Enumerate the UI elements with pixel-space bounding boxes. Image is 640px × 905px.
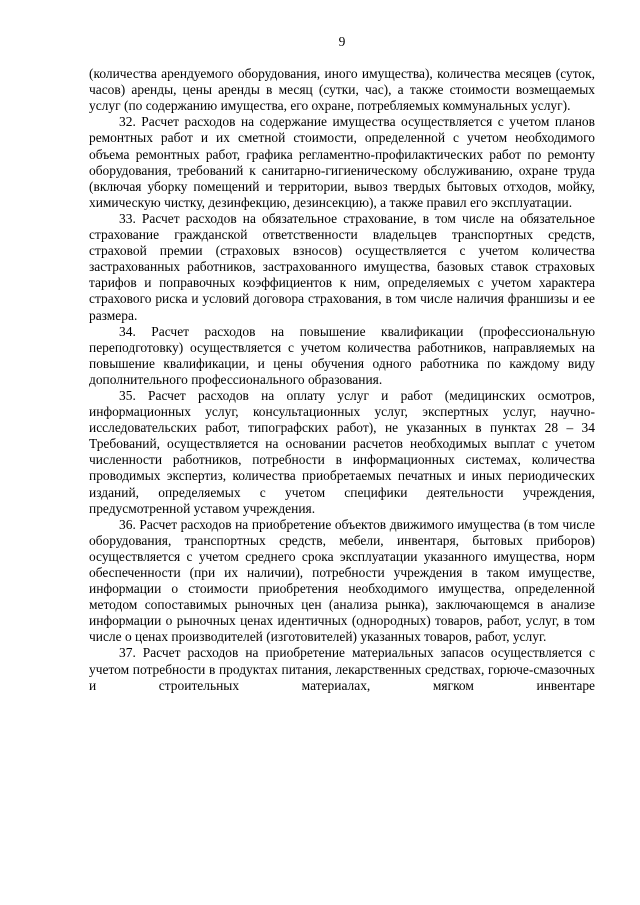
paragraph-37: 37. Расчет расходов на приобретение материальных запасов осуществляется с учетом потребности в продуктах питания, лекарственных средствах, горюче-смазочных и строительных материалах, мягком инвентаре	[89, 645, 595, 693]
page-number: 9	[338, 34, 346, 49]
paragraph-34: 34. Расчет расходов на повышение квалификации (профессиональную переподготовку) осуществляется с учетом количества работников, направляемых на повышение квалификации, и цены обучения одного работника по каждому виду дополнительного профессионального образования.	[89, 323, 595, 387]
paragraph-35: 35. Расчет расходов на оплату услуг и работ (медицинских осмотров, информационных услуг, консультационных услуг, экспертных услуг, научно-исследовательских работ, типографских работ), не указанных в пунктах 28 – 34 Требований, осуществляется на основании расчетов необходимых выплат с учетом численности работников, потребности в информационных системах, количества проводимых экспертиз, количества приобретаемых печатных и иных периодических изданий, определяемых с учетом специфики деятельности учреждения, предусмотренной уставом учреждения.	[89, 387, 595, 516]
document-page	[89, 34, 595, 694]
paragraph-36: 36. Расчет расходов на приобретение объектов движимого имущества (в том числе оборудования, транспортных средств, мебели, инвентаря, бытовых приборов) осуществляется с учетом среднего срока эксплуатации указанного имущества, норм обеспеченности (при их наличии), потребности учреждения в таком имуществе, информации о стоимости приобретения необходимого имущества, определенной методом сопоставимых рыночных цен (анализа рынка), заключающемся в анализе информации о рыночных ценах идентичных (однородных) товаров, работ, услуг, в том числе о ценах производителей (изготовителей) указанных товаров, работ, услуг.	[89, 516, 595, 645]
paragraph-continuation: (количества арендуемого оборудования, иного имущества), количества месяцев (суток, часов) аренды, цены аренды в месяц (сутки, час), а также стоимости возмещаемых услуг (по содержанию имущества, его охране, потребляемых коммунальных услуг).	[89, 66, 595, 114]
paragraph-33: 33. Расчет расходов на обязательное страхование, в том числе на обязательное страхование гражданской ответственности владельцев транспортных средств, страховой премии (страховых взносов) осуществляется с учетом количества застрахованных работников, застрахованного имущества, базовых ставок страховых тарифов и поправочных коэффициентов к ним, определяемых с учетом характера страхового риска и условий договора страхования, в том числе наличия франшизы и ее размера.	[89, 210, 595, 323]
paragraph-32: 32. Расчет расходов на содержание имущества осуществляется с учетом планов ремонтных работ и их сметной стоимости, определенной с учетом необходимого объема ремонтных работ, графика регламентно-профилактических работ по ремонту оборудования, требований к санитарно-гигиеническому обслуживанию, охране труда (включая уборку помещений и территории, вывоз твердых бытовых отходов, мойку, химическую чистку, дезинфекцию, дезинсекцию), а также правил его эксплуатации.	[89, 114, 595, 210]
